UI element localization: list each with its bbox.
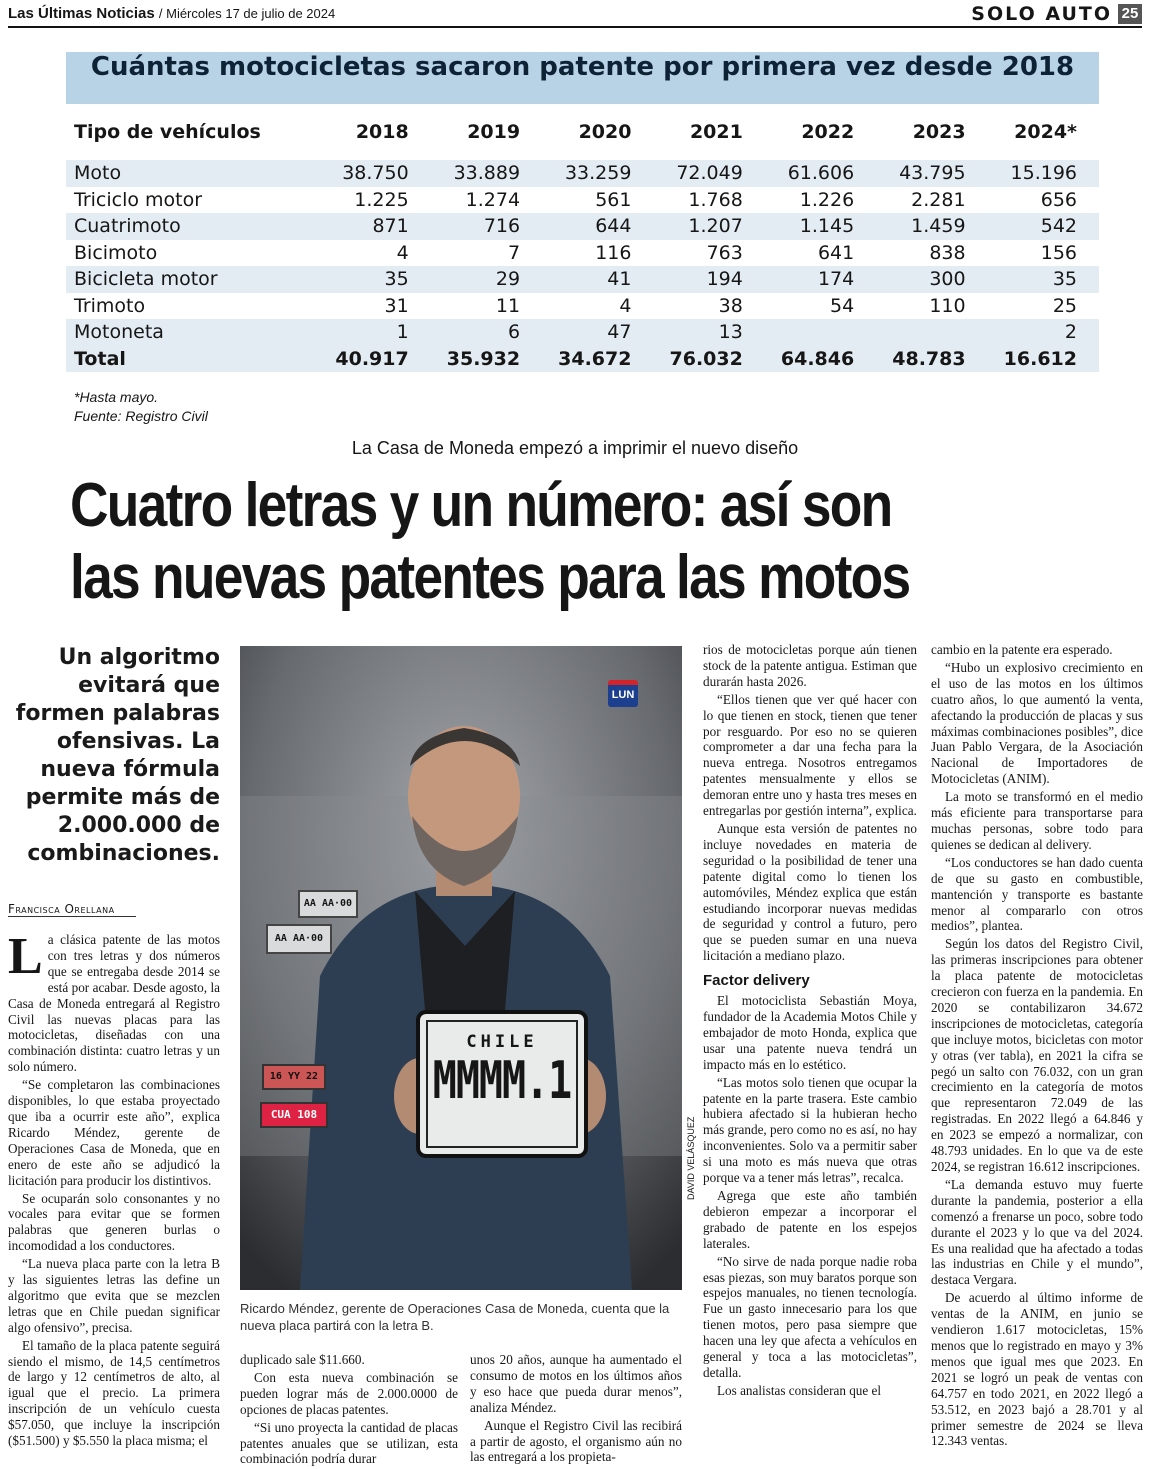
table-title: Cuántas motocicletas sacaron patente por primera vez desde 2018 [66, 52, 1099, 104]
table-cell: 1 [319, 319, 430, 346]
publication-name: Las Últimas Noticias / Miércoles 17 de julio de 2024 [8, 5, 336, 22]
paragraph: a clásica patente de las motos con tres letras y dos números que se entregaba desde 2014 se está por acabar. Desde agosto, la Casa de Moneda entregará al Registro Civil las nuevas placas para las motocicletas, diseñadas con una combinación distinta: cuatro letras y un solo número. [8, 932, 220, 1075]
paragraph: rios de motocicletas porque aún tienen stock de la patente antigua. Estiman que durarán hasta 2026. [703, 642, 917, 689]
table-cell: 1.768 [653, 187, 764, 214]
plate-number: MMMM.1 [432, 1051, 572, 1111]
table-cell: 194 [653, 266, 764, 293]
table-cell: 61.606 [765, 160, 876, 187]
paragraph: “No sirve de nada porque nadie roba esas piezas, son muy baratos porque son espejos manuales, no tienen tecnología. Fue un gasto innecesario para los que tienen motos, pero pasa siempre que hacen una ley que afecta a vehículos en general y toca a las motocicletas”, detalla. [703, 1253, 917, 1380]
table-cell: 2.281 [876, 187, 987, 214]
table-cell: 6 [431, 319, 542, 346]
paragraph: Aunque esta versión de patentes no incluye novedades en materia de seguridad o la posibilidad de tener una patente digital como lo tienen los automóviles, Méndez explica que están estudiando incorporar nuevas medidas de seguridad y control a futuro, pero que se pueden sumar en una nueva licitación a mediano plazo. [703, 820, 917, 964]
wall-plate: AA AA·00 [298, 890, 358, 918]
article-column-4 [703, 642, 917, 1401]
column-header-year: 2024* [1014, 121, 1077, 143]
paragraph: “Si uno proyecta la cantidad de placas patentes anuales que se utilizan, esta combinación podría durar [240, 1419, 458, 1467]
paragraph: Se ocuparán solo consonantes y no vocales para evitar que se formen palabras que generen burlas o incomodidad a los conductores. [8, 1190, 220, 1254]
table-cell: 38.750 [319, 160, 430, 187]
total-cell: 34.672 [542, 346, 653, 373]
table-cell: 763 [653, 240, 764, 267]
column-header-type: Tipo de vehículos [74, 121, 261, 143]
table-cell: 43.795 [876, 160, 987, 187]
total-cell: 40.917 [319, 346, 430, 373]
table-footnote: *Hasta mayo. [74, 389, 159, 405]
paragraph: Agrega que este año también debieron empezar a incorporar el grabado de patente en los espejos laterales. [703, 1188, 917, 1251]
photo-credit: DAVID VELÁSQUEZ [686, 1116, 696, 1200]
table-cell: 4 [319, 240, 430, 267]
table-cell: 1.274 [431, 187, 542, 214]
paragraph: El motociclista Sebastián Moya, fundador de la Academia Motos Chile y embajador de moto Honda, explica que usar una patente nueva tendrá un impacto más en lo estético. [703, 993, 917, 1072]
total-cell: 16.612 [988, 346, 1099, 373]
table-cell: 4 [542, 293, 653, 320]
headline-line: Cuatro letras y un número: así son [70, 471, 892, 540]
row-label: Triciclo motor [66, 187, 319, 214]
registrations-table-box [66, 52, 1099, 372]
table-cell: 47 [542, 319, 653, 346]
table-cell: 29 [431, 266, 542, 293]
table-row [66, 187, 1099, 214]
table-row [66, 266, 1099, 293]
table-cell: 1.145 [765, 213, 876, 240]
plate-country: CHILE [466, 1032, 538, 1052]
article-column-1 [8, 928, 220, 1451]
table-cell: 2 [988, 319, 1099, 346]
row-label: Motoneta [66, 319, 319, 346]
total-label: Total [66, 346, 319, 373]
paragraph: “Las motos solo tienen que ocupar la patente en la parte trasera. Este cambio hubiera afectado si la hubieran hecho más grande, pero como no es así, no hay inconvenientes. Solo va a permitir saber si una moto es más nueva que otras porque va a tener más letras”, recalca. [703, 1074, 917, 1186]
total-cell: 48.783 [876, 346, 987, 373]
byline: Francisca Orellana [8, 902, 136, 917]
paragraph: duplicado sale $11.660. [240, 1352, 365, 1367]
row-label: Trimoto [66, 293, 319, 320]
headline [70, 470, 1093, 614]
column-header-year: 2020 [578, 121, 632, 143]
table-cell: 13 [653, 319, 764, 346]
table-cell [876, 319, 987, 346]
table-row [66, 160, 1099, 187]
kicker: La Casa de Moneda empezó a imprimir el nuevo diseño [351, 438, 799, 458]
row-label: Cuatrimoto [66, 213, 319, 240]
table-row [66, 319, 1099, 346]
article-column-3 [470, 1352, 682, 1467]
paragraph: De acuerdo al último informe de ventas de la ANIM, en junio se vendieron 1.617 motocicletas, 15% menos que lo registrado en mayo y 3% menos que igual mes que 2023. En 2021 se logró un peak de ventas con 64.757 en todo 2021, en 2022 llegó a 53.512, en 2023 bajó a 28.701 y al primer semestre de 2024 se lleva 12.343 ventas. [931, 1290, 1143, 1449]
subheading: Factor delivery [703, 972, 810, 990]
table-row [66, 213, 1099, 240]
table-cell: 11 [431, 293, 542, 320]
total-cell: 35.932 [431, 346, 542, 373]
page-number: 25 [1118, 4, 1142, 24]
wall-plate: CUA 108 [260, 1102, 328, 1128]
table-cell: 300 [876, 266, 987, 293]
table-source: Fuente: Registro Civil [74, 408, 208, 424]
paragraph: “La nueva placa parte con la letra B y las siguientes letras las define un algoritmo que evita que se mezclen letras que en Chile puedan significar algo ofensivo”, precisa. [8, 1256, 220, 1335]
table-row [66, 240, 1099, 267]
main-photo [240, 646, 682, 1290]
column-header-year: 2019 [467, 121, 521, 143]
table-cell: 110 [876, 293, 987, 320]
table-cell: 1.226 [765, 187, 876, 214]
table-cell: 1.207 [653, 213, 764, 240]
paragraph: Aunque el Registro Civil las recibirá a partir de agosto, el organismo aún no las entregará a los propieta- [470, 1417, 682, 1465]
table-cell: 838 [876, 240, 987, 267]
wall-plate: AA AA·00 [266, 924, 332, 954]
table-cell: 156 [988, 240, 1099, 267]
article-column-2 [240, 1352, 458, 1469]
table-cell: 641 [765, 240, 876, 267]
paragraph: unos 20 años, aunque ha aumentado el consumo de motos en los últimos años y eso hace que pueda durar menos”, analiza Méndez. [470, 1352, 682, 1415]
table-cell: 716 [431, 213, 542, 240]
table-cell: 1.459 [876, 213, 987, 240]
total-cell: 64.846 [765, 346, 876, 373]
paragraph: “Ellos tienen que ver qué hacer con lo que tienen en stock, tienen que tener por resguardo. Por eso no se quieren comprometer a dar una fecha para la nueva entrega. Nosotros entregamos patentes mensualmente y ellos se demoran entre uno y hasta tres meses en entregarlas por gestión interna”, explica. [703, 691, 917, 819]
table-cell: 561 [542, 187, 653, 214]
paragraph: El tamaño de la placa patente seguirá siendo el mismo, de 14,5 centímetros de largo y 12 centímetros de alto, al igual que el precio. La primera inscripción de un vehículo cuesta $57.050, que incluye la inscripción ($51.500) y $5.550 la placa misma; el [8, 1337, 220, 1449]
table-cell: 31 [319, 293, 430, 320]
column-header-year: 2023 [912, 121, 966, 143]
row-label: Bicimoto [66, 240, 319, 267]
section-name: SOLO AUTO [971, 3, 1112, 25]
lun-logo: LUN [608, 680, 638, 707]
table-cell: 35 [988, 266, 1099, 293]
table-cell: 644 [542, 213, 653, 240]
photo-illustration [240, 646, 682, 1290]
column-header-year: 2021 [689, 121, 743, 143]
license-plate [416, 1010, 588, 1158]
table-cell: 542 [988, 213, 1099, 240]
table-row [66, 293, 1099, 320]
table-cell [765, 319, 876, 346]
table-cell: 25 [988, 293, 1099, 320]
table-cell: 174 [765, 266, 876, 293]
paragraph: Con esta nueva combinación se pueden lograr más de 2.000.0000 de opciones de placas patentes. [240, 1369, 458, 1417]
table-cell: 656 [988, 187, 1099, 214]
headline-line: las nuevas patentes para las motos [70, 543, 910, 612]
table-cell: 35 [319, 266, 430, 293]
table-cell: 41 [542, 266, 653, 293]
row-label: Moto [66, 160, 319, 187]
table-total-row [66, 346, 1099, 373]
table-cell: 54 [765, 293, 876, 320]
paragraph: La moto se transformó en el medio más eficiente para transportarse para muchas personas, sobre todo para quienes se dedican al delivery. [931, 789, 1143, 852]
table-cell: 38 [653, 293, 764, 320]
registrations-table [66, 104, 1099, 372]
table-cell: 871 [319, 213, 430, 240]
dropcap: L [8, 928, 43, 985]
table-cell: 116 [542, 240, 653, 267]
table-notes [74, 388, 208, 426]
row-label: Bicicleta motor [66, 266, 319, 293]
table-cell: 1.225 [319, 187, 430, 214]
wall-plate: 16 YY 22 [262, 1064, 326, 1090]
table-cell: 15.196 [988, 160, 1099, 187]
article-column-5 [931, 642, 1143, 1451]
paragraph: cambio en la patente era esperado. [931, 642, 1113, 657]
paragraph: Los analistas consideran que el [717, 1382, 882, 1398]
table-cell: 7 [431, 240, 542, 267]
table-cell: 33.889 [431, 160, 542, 187]
deck: Un algoritmo evitará que formen palabras ofensivas. La nueva fórmula permite más de 2.000.000 de combinaciones. [15, 645, 220, 866]
paragraph: “Los conductores se han dado cuenta de que su gasto en combustible, mantención y transporte es bastante menor al compararlo con otros medios”, plantea. [931, 854, 1143, 934]
paragraph: Según los datos del Registro Civil, las primeras inscripciones para obtener la placa patente de motocicletas crecieron con fuerza en la pandemia. En 2020 se contabilizaron 34.672 inscripciones de motocicletas, categoría que incluye motos, bicicletas con motor y otras (ver tabla), en 2021 la cifra se pegó un salto con 76.032, con un gran crecimiento en la categoría de motos que representaron 72.049 de las registradas. En 2022 llegó a 64.846 y en 2023 se empezó a normalizar, con 48.793 unidades. En lo que va de este 2024, se registran 16.612 inscripciones. [931, 936, 1143, 1174]
photo-caption: Ricardo Méndez, gerente de Operaciones Casa de Moneda, cuenta que la nueva placa partirá con la letra B. [240, 1301, 670, 1333]
column-header-year: 2018 [355, 121, 409, 143]
publication-date: / Miércoles 17 de julio de 2024 [158, 6, 336, 21]
table-cell: 72.049 [653, 160, 764, 187]
paragraph: “La demanda estuvo muy fuerte durante la pandemia, posterior a ella comenzó a frenarse un poco, sobre todo durante el 2023 y lo que va del 2024. Es una realidad que ha afectado a todas las industrias en Chile y el mundo”, destaca Vergara. [931, 1176, 1143, 1288]
column-header-year: 2022 [801, 121, 855, 143]
masthead [8, 4, 1142, 28]
table-cell: 33.259 [542, 160, 653, 187]
paragraph: “Se completaron las combinaciones disponibles, lo que estaba proyectado que iba a ocurrir este año”, explica Ricardo Méndez, gerente de Operaciones Casa de Moneda, que en enero de este año se adjudicó la licitación para producir los distintivos. [8, 1077, 220, 1188]
paragraph: “Hubo un explosivo crecimiento en el uso de las motos en los últimos cuatro años, lo que aumentó la venta, afectando la producción de placas y sus máximas combinaciones posibles”, dice Juan Pablo Vergara, de la Asociación Nacional de Importadores de Motocicletas (ANIM). [931, 659, 1143, 787]
total-cell: 76.032 [653, 346, 764, 373]
table-header-row [66, 104, 1099, 160]
